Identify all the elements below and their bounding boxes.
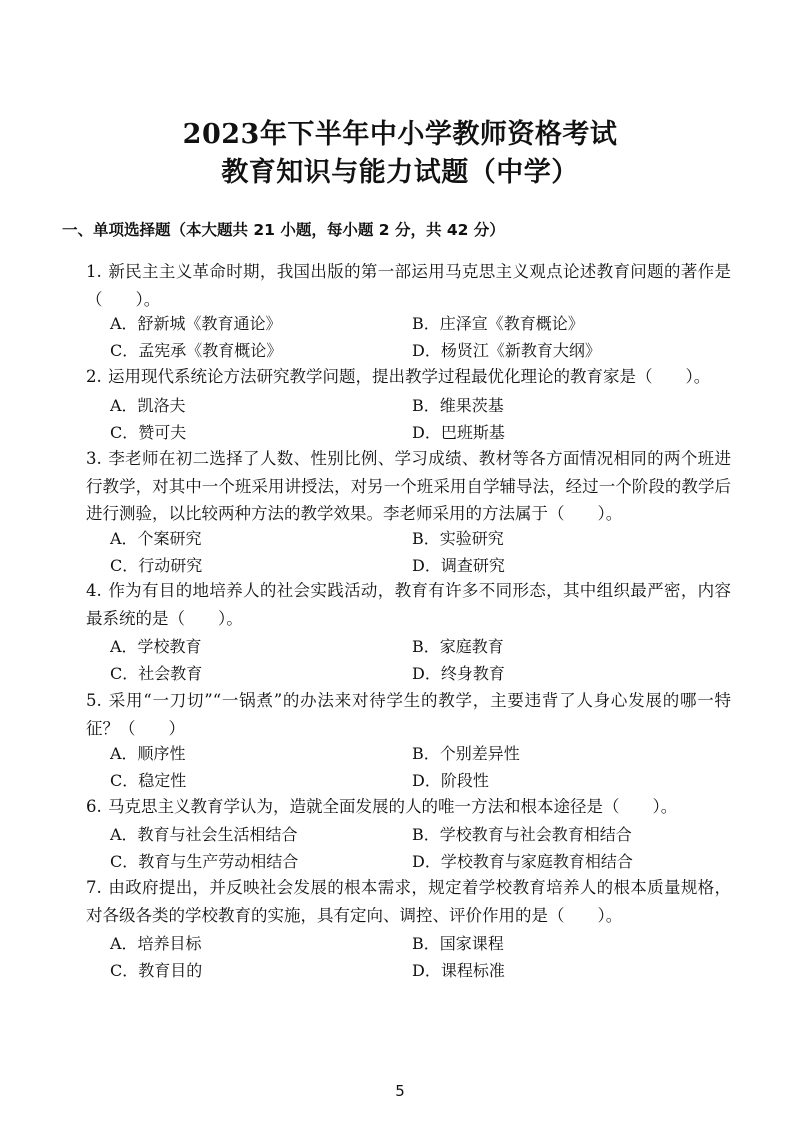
answer-option-a[interactable]: A．培养目标 xyxy=(110,934,202,953)
question-stem xyxy=(86,577,731,632)
answer-option-b[interactable]: B．实验研究 xyxy=(412,529,504,548)
answer-option-b[interactable]: B．维果茨基 xyxy=(412,396,504,415)
exam-title: 2023年下半年中小学教师资格考试 xyxy=(182,119,618,150)
answer-option-d[interactable]: D．阶段性 xyxy=(412,771,489,790)
section-header: 一、单项选择题（本大题共 21 小题，每小题 2 分，共 42 分） xyxy=(62,221,505,239)
answer-option-a[interactable]: A．顺序性 xyxy=(110,744,186,763)
answer-option-d[interactable]: D．杨贤江《新教育大纲》 xyxy=(412,341,601,360)
answer-option-c[interactable]: C．教育目的 xyxy=(110,961,203,980)
answer-option-d[interactable]: D．调查研究 xyxy=(412,556,505,575)
answer-option-d[interactable]: D．巴班斯基 xyxy=(412,423,505,442)
answer-option-a[interactable]: A．舒新城《教育通论》 xyxy=(110,314,282,333)
question-stem xyxy=(86,258,731,313)
question-number: 6. xyxy=(86,797,102,816)
answer-option-c[interactable]: C．行动研究 xyxy=(110,556,203,575)
answer-option-c[interactable]: C．教育与生产劳动相结合 xyxy=(110,852,299,871)
question-text: 马克思主义教育学认为，造就全面发展的人的唯一方法和根本途径是（ ）。 xyxy=(108,797,678,816)
question-stem xyxy=(86,793,731,821)
answer-option-c[interactable]: C．社会教育 xyxy=(110,664,203,683)
question-number: 4. xyxy=(86,581,102,600)
question-number: 1. xyxy=(86,262,102,281)
question-stem xyxy=(86,874,731,929)
page-number: 5 xyxy=(395,1082,405,1100)
answer-option-a[interactable]: A．教育与社会生活相结合 xyxy=(110,825,298,844)
answer-option-b[interactable]: B．个别差异性 xyxy=(412,744,520,763)
answer-option-d[interactable]: D．课程标准 xyxy=(412,961,505,980)
answer-option-d[interactable]: D．学校教育与家庭教育相结合 xyxy=(412,852,633,871)
question-text: 采用“一刀切”“一锅煮”的办法来对待学生的教学，主要违背了人身心发展的哪一特征？（ ） xyxy=(86,691,731,738)
question-text: 作为有目的地培养人的社会实践活动，教育有许多不同形态，其中组织最严密，内容最系统的是（ ）。 xyxy=(86,581,731,628)
question-number: 3. xyxy=(86,449,102,468)
answer-option-c[interactable]: C．稳定性 xyxy=(110,771,187,790)
answer-option-b[interactable]: B．庄泽宣《教育概论》 xyxy=(412,314,584,333)
answer-option-c[interactable]: C．孟宪承《教育概论》 xyxy=(110,341,283,360)
answer-option-b[interactable]: B．国家课程 xyxy=(412,934,504,953)
answer-option-a[interactable]: A．个案研究 xyxy=(110,529,202,548)
question-text: 由政府提出，并反映社会发展的根本需求，规定着学校教育培养人的根本质量规格，对各级各类的学校教育的实施，具有定向、调控、评价作用的是（ ）。 xyxy=(86,878,731,925)
question-text: 运用现代系统论方法研究教学问题，提出教学过程最优化理论的教育家是（ ）。 xyxy=(108,367,711,386)
answer-option-b[interactable]: B．学校教育与社会教育相结合 xyxy=(412,825,632,844)
answer-option-d[interactable]: D．终身教育 xyxy=(412,664,505,683)
question-stem xyxy=(86,445,731,528)
question-number: 2. xyxy=(86,367,102,386)
question-number: 5. xyxy=(86,691,102,710)
answer-option-b[interactable]: B．家庭教育 xyxy=(412,637,504,656)
question-stem xyxy=(86,363,731,391)
question-number: 7. xyxy=(86,878,102,897)
question-text: 李老师在初二选择了人数、性别比例、学习成绩、教材等各方面情况相同的两个班进行教学，对其中一个班采用讲授法，对另一个班采用自学辅导法，经过一个阶段的教学后进行测验，以比较两种方法的教学效果。李老师采用的方法属于（ ）。 xyxy=(86,449,731,523)
exam-subtitle: 教育知识与能力试题（中学） xyxy=(221,157,579,188)
question-stem xyxy=(86,687,731,742)
answer-option-a[interactable]: A．凯洛夫 xyxy=(110,396,186,415)
answer-option-a[interactable]: A．学校教育 xyxy=(110,637,202,656)
answer-option-c[interactable]: C．赞可夫 xyxy=(110,423,187,442)
question-text: 新民主主义革命时期，我国出版的第一部运用马克思主义观点论述教育问题的著作是（ ）。 xyxy=(86,262,731,309)
